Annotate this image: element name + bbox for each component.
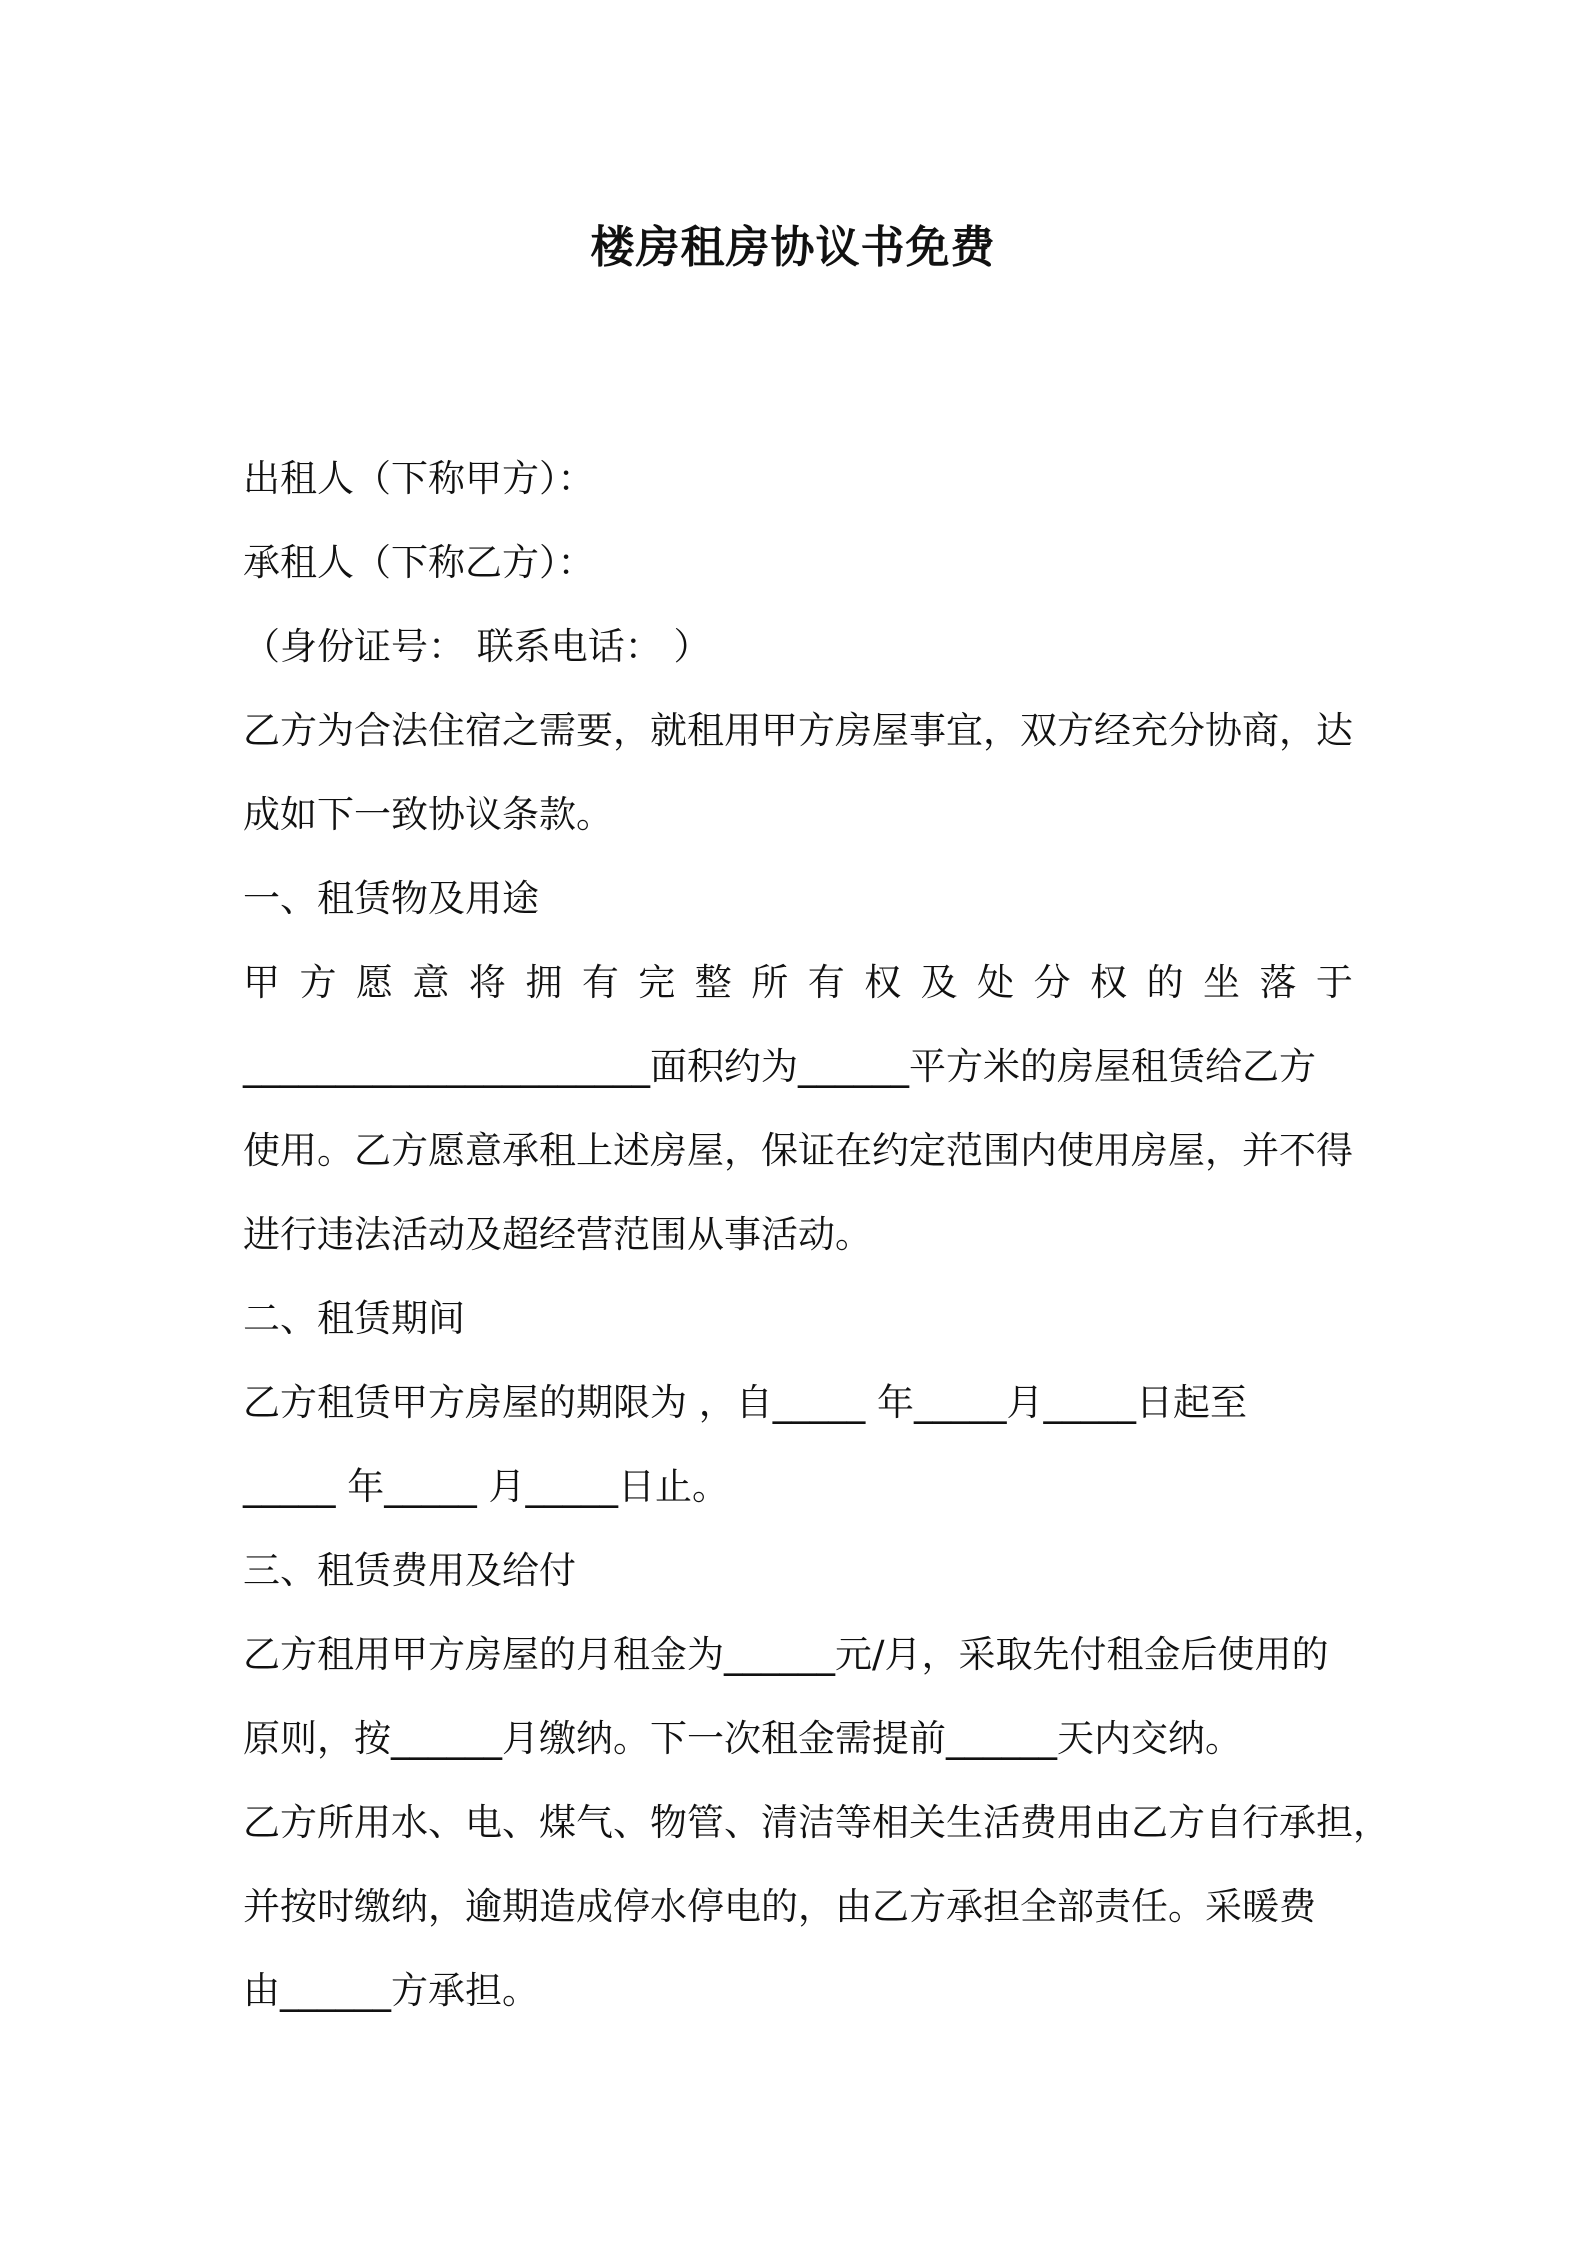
justified-char: 拥 (525, 961, 563, 1004)
line-section2-end: _____ 年_____ 月_____日止。 (243, 1465, 730, 1508)
justified-char: 分 (1033, 961, 1071, 1004)
justified-char: 坐 (1202, 961, 1240, 1004)
justified-char: 方 (299, 961, 337, 1004)
justified-char: 于 (1315, 961, 1353, 1004)
justified-char: 落 (1259, 961, 1297, 1004)
justified-char: 及 (920, 961, 958, 1004)
line-section3-heating: 由______方承担。 (243, 1969, 539, 2012)
section-heading-1: 一、租赁物及用途 (243, 877, 539, 920)
document-title: 楼房租房协议书免费 (590, 222, 996, 273)
line-intro-1: 乙方为合法住宿之需要，就租用甲方房屋事宜，双方经充分协商，达 (243, 709, 1353, 752)
line-intro-2: 成如下一致协议条款。 (243, 793, 613, 836)
line-section1-justified (243, 957, 1353, 1009)
line-section1-area: ______________________面积约为______平方米的房屋租赁给乙方 (243, 1045, 1316, 1088)
justified-char: 权 (1090, 961, 1128, 1004)
justified-char: 甲 (243, 961, 280, 1004)
justified-char: 意 (412, 961, 450, 1004)
justified-char: 处 (977, 961, 1015, 1004)
justified-char: 整 (694, 961, 732, 1004)
line-section1-use: 使用。乙方愿意承租上述房屋，保证在约定范围内使用房屋，并不得 (243, 1129, 1353, 1172)
line-lessor: 出租人（下称甲方）： (243, 457, 595, 500)
line-section2-term: 乙方租赁甲方房屋的期限为 ，自_____ 年_____月_____日起至 (243, 1381, 1248, 1424)
section-heading-3: 三、租赁费用及给付 (243, 1549, 576, 1592)
line-id-phone: （身份证号： 联系电话： ） (243, 625, 711, 668)
line-section3-payment: 原则，按______月缴纳。下一次租金需提前______天内交纳。 (243, 1717, 1242, 1760)
justified-char: 有 (807, 961, 845, 1004)
justified-char: 有 (581, 961, 619, 1004)
line-section1-use-2: 进行违法活动及超经营范围从事活动。 (243, 1213, 872, 1256)
line-section3-utilities-2: 并按时缴纳，逾期造成停水停电的，由乙方承担全部责任。采暖费 (243, 1885, 1316, 1928)
justified-char: 愿 (355, 961, 393, 1004)
section-heading-2: 二、租赁期间 (243, 1297, 465, 1340)
line-section3-rent: 乙方租用甲方房屋的月租金为______元/月，采取先付租金后使用的 (243, 1633, 1329, 1676)
justified-char: 将 (468, 961, 506, 1004)
line-section3-utilities: 乙方所用水、电、煤气、物管、清洁等相关生活费用由乙方自行承担， (243, 1801, 1390, 1844)
line-lessee: 承租人（下称乙方）： (243, 541, 595, 584)
justified-char: 完 (638, 961, 676, 1004)
justified-char: 的 (1146, 961, 1184, 1004)
justified-char: 所 (751, 961, 789, 1004)
justified-char: 权 (864, 961, 902, 1004)
